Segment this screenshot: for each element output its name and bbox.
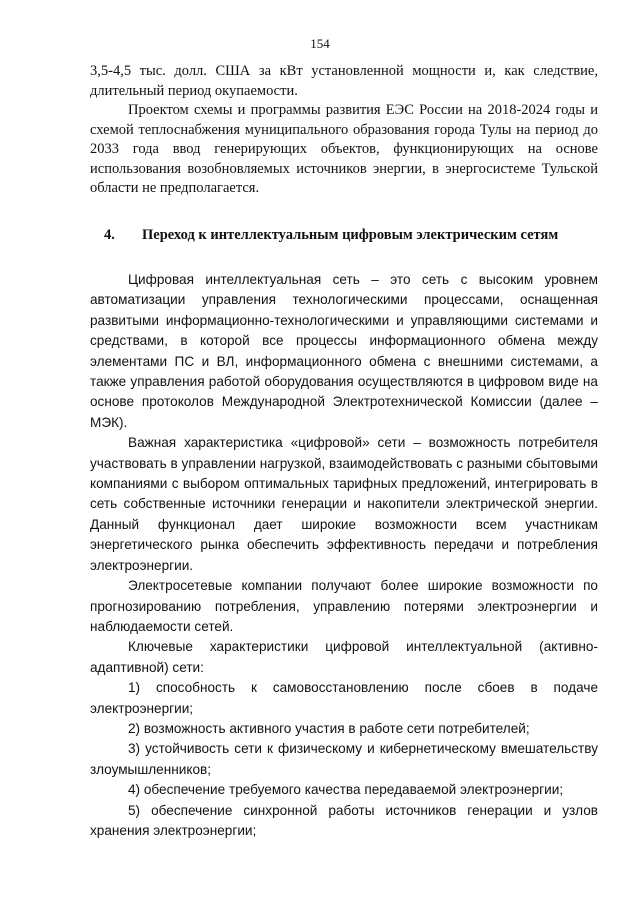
body-paragraph-3: Электросетевые компании получают более широкие возможности по прогнозированию потребления, управлению потерями электроэнергии и наблюдаемости сетей. xyxy=(90,578,598,634)
list-item: 1) способность к самовосстановлению после сбоев в подаче электроэнергии; xyxy=(90,680,598,716)
section-body xyxy=(90,270,598,841)
intro-paragraph-1: 3,5-4,5 тыс. долл. США за кВт установленной мощности и, как следствие, длительный период окупаемости. xyxy=(90,63,598,99)
section-title: Переход к интеллектуальным цифровым электрическим сетям xyxy=(142,226,559,243)
list-item: 4) обеспечение требуемого качества передаваемой электроэнергии; xyxy=(128,782,564,798)
body-paragraph-1: Цифровая интеллектуальная сеть – это сеть с высоким уровнем автоматизации управления технологическими процессами, оснащенная развитыми информационно-технологическими и управляющими системами и средствами, в которой все процессы информационного обмена между элементами ПС и ВЛ, информационного обмена с внешними системами, а также управления работой оборудования осуществляются в цифровом виде на основе протоколов Международной Электротехнической Комиссии (далее – МЭК). xyxy=(90,272,598,430)
section-number: 4. xyxy=(104,226,115,243)
body-paragraph-2: Важная характеристика «цифровой» сети – возможность потребителя участвовать в управлении нагрузкой, взаимодействовать с разными сбытовыми компаниями с выбором оптимальных тарифных предложений, интегрировать в сеть собственные источники генерации и накопители электрической энергии. Данный функционал дает широкие возможности всем участникам энергетического рынка обеспечить эффективность передачи и потребления электроэнергии. xyxy=(90,435,598,573)
list-item: 5) обеспечение синхронной работы источников генерации и узлов хранения электроэнергии; xyxy=(90,802,598,838)
list-item: 2) возможность активного участия в работе сети потребителей; xyxy=(128,720,530,736)
page-number: 154 xyxy=(310,36,330,51)
page-content xyxy=(90,62,598,841)
intro-paragraph-2: Проектом схемы и программы развития ЕЭС России на 2018-2024 годы и схемой теплоснабжения муниципального образования города Тулы на период до 2033 года ввод генерирующих объектов, функционирующих на основе использования возобновляемых источников энергии, в энергосистеме Тульской области не предполагается. xyxy=(90,102,598,196)
list-item: 3) устойчивость сети к физическому и кибернетическому вмешательству злоумышленников; xyxy=(90,741,598,777)
section-heading xyxy=(90,226,598,246)
body-paragraph-4: Ключевые характеристики цифровой интеллектуальной (активно-адаптивной) сети: xyxy=(90,639,598,675)
